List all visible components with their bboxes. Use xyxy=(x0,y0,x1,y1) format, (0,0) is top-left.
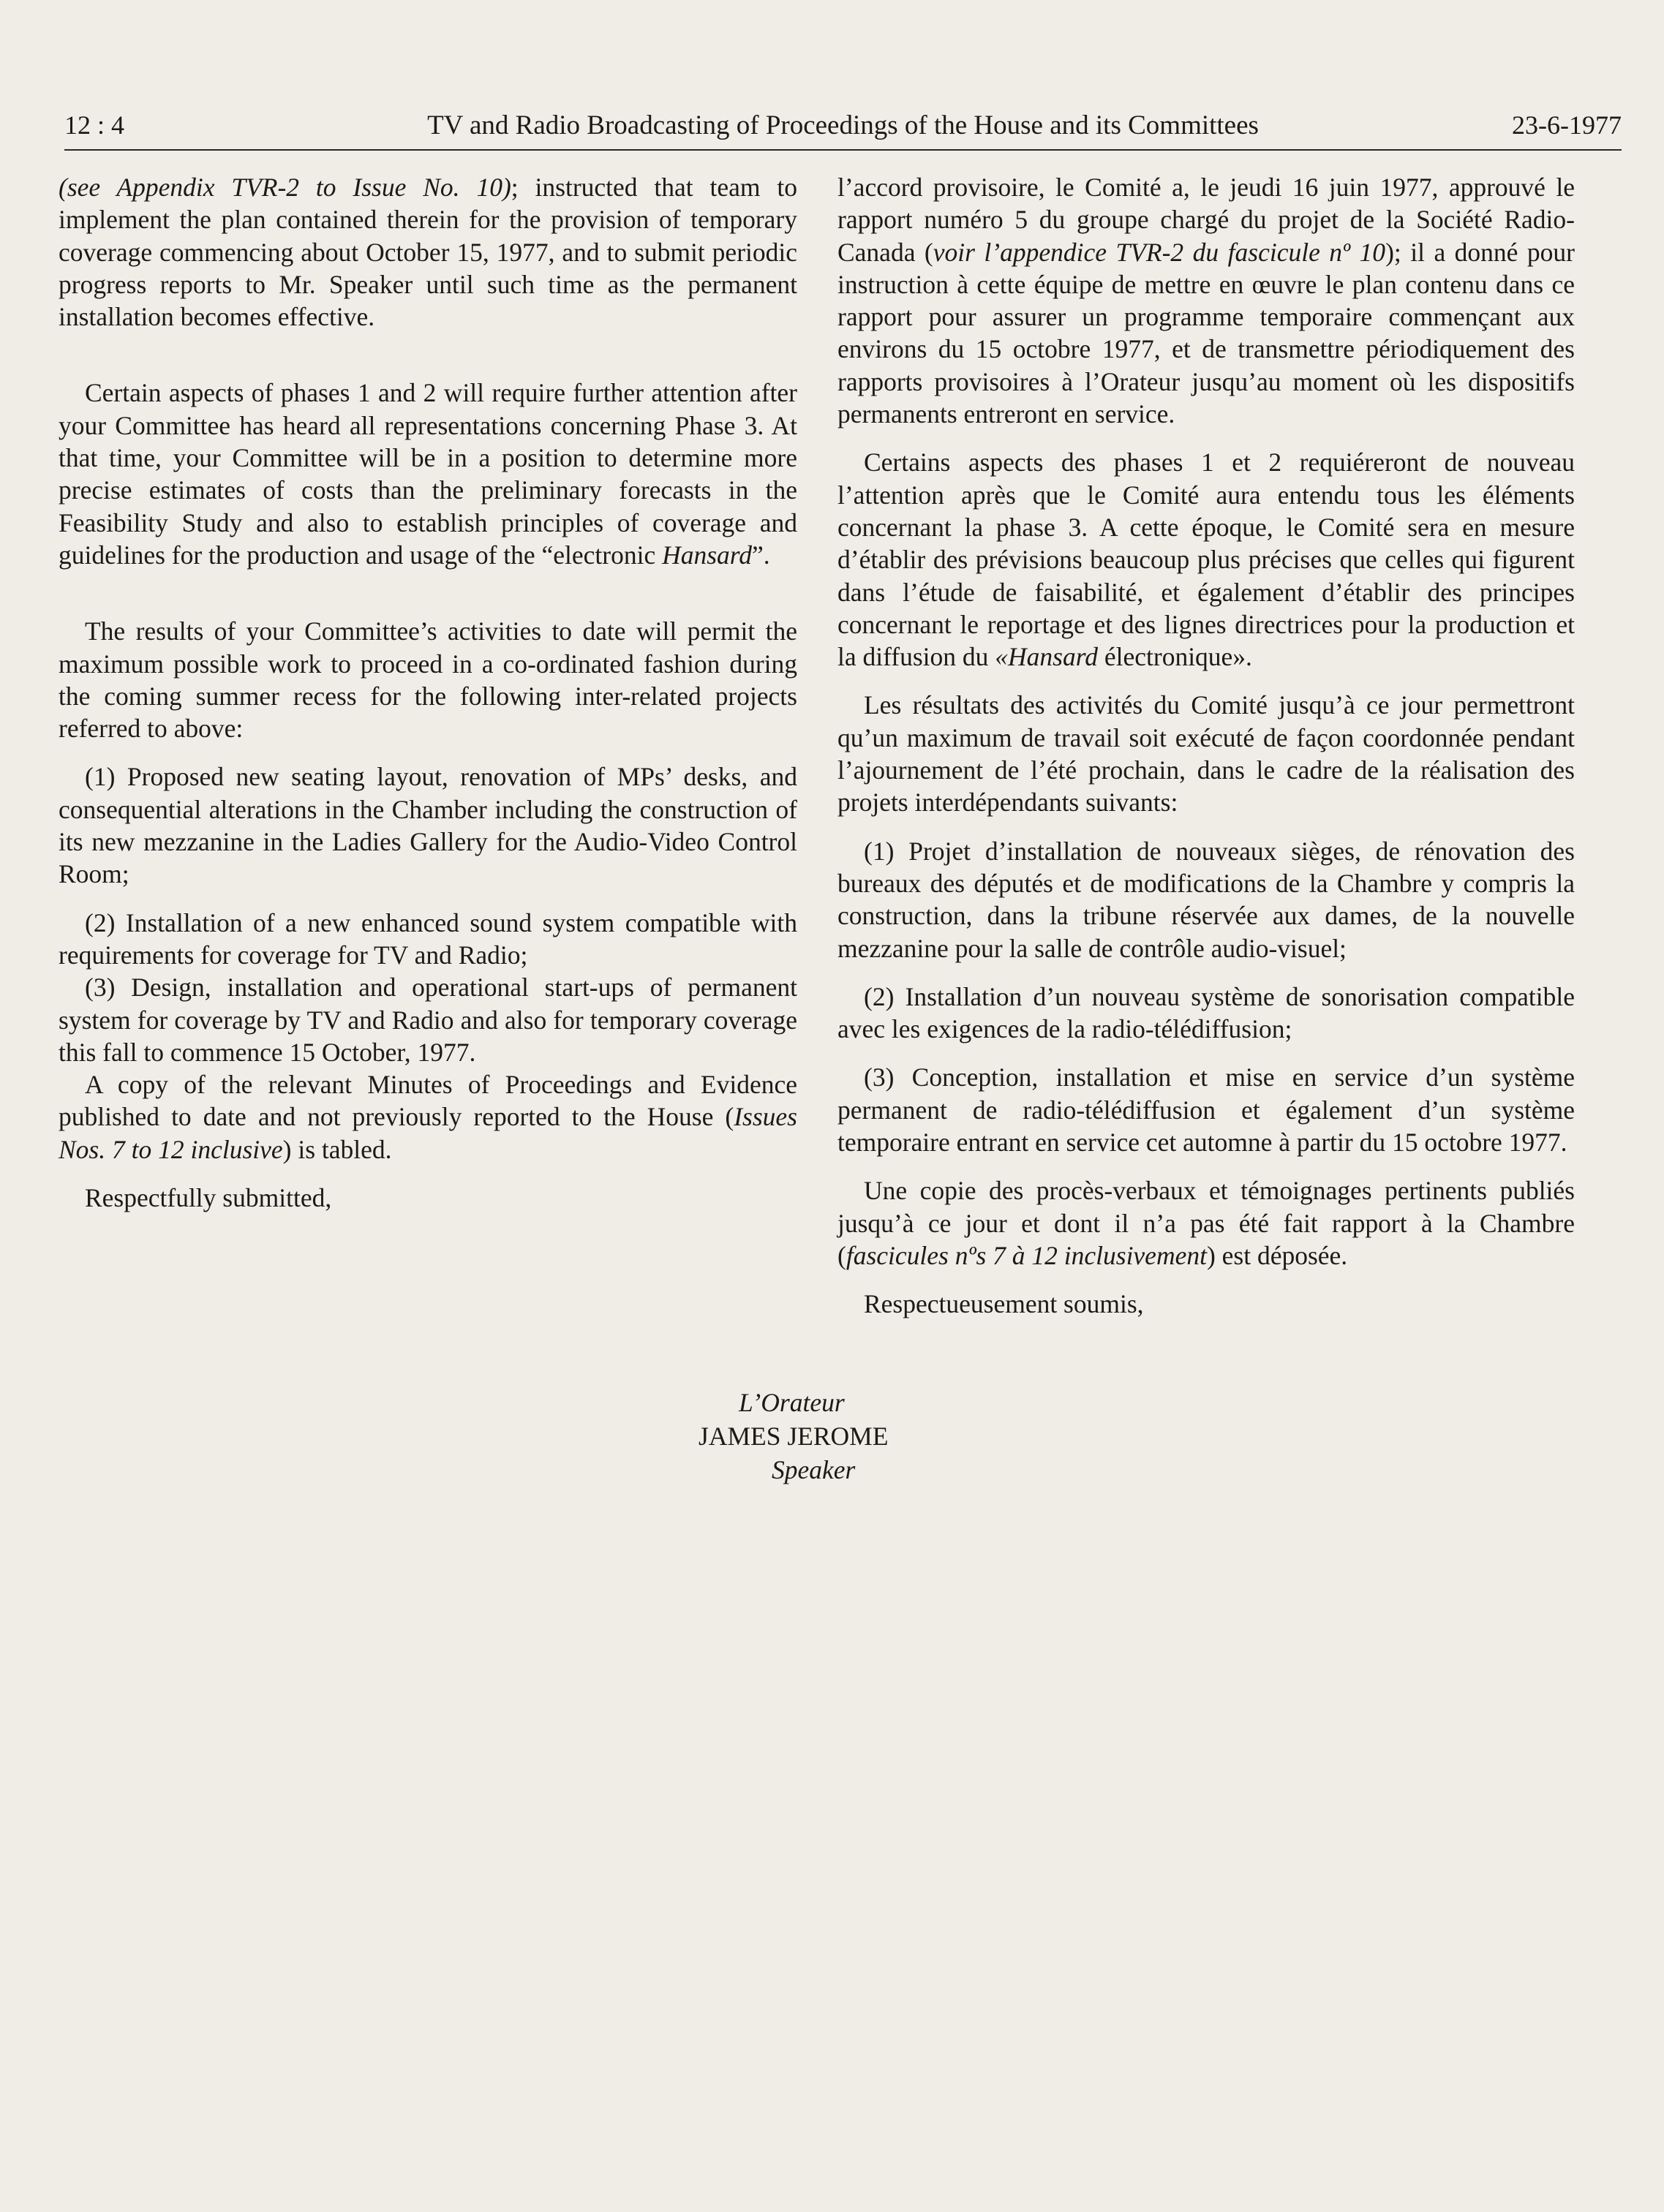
signature-role: L’Orateur xyxy=(739,1388,845,1417)
page-date: 23-6-1977 xyxy=(1512,110,1622,140)
paragraph-2: Certain aspects of phases 1 and 2 will require further attention after your Committee has heard all representations concerning Phase 3. At that time, your Committee will be in a position to determine more precise estimates of costs than the preliminary forecasts in the Feasibility Study and also to establish principles of coverage and guidelines for the production and usage of the “electronic Hansard”. xyxy=(59,378,797,570)
list-item: (3) Conception, installation et mise en service d’un système permanent de radio-télédiffusion et également d’un système temporaire entrant en service cet automne à partir du 15 octobre 1977. xyxy=(837,1062,1575,1158)
french-column xyxy=(837,171,1575,1321)
list-item: (2) Installation d’un nouveau système de sonorisation compatible avec les exigences de la radio-télédiffusion; xyxy=(837,981,1575,1044)
paragraph-3: Les résultats des activités du Comité jusqu’à ce jour permettront qu’un maximum de travail soit exécuté de façon coordonnée pendant l’ajournement de l’été prochain, dans le cadre de la réalisation des projets interdépendants suivants: xyxy=(837,690,1575,818)
list-item: (1) Projet d’installation de nouveaux sièges, de rénovation des bureaux des députés et de modifications de la Chambre y compris la construction, dans la tribune réservée aux dames, de la nouvelle mezzanine pour la salle de contrôle audio-visuel; xyxy=(837,836,1575,963)
closing-line: Respectfully submitted, xyxy=(85,1183,332,1213)
page-header xyxy=(64,110,1622,151)
paragraph-1: l’accord provisoire, le Comité a, le jeudi 16 juin 1977, approuvé le rapport numéro 5 du groupe chargé du projet de la Société Radio-Canada (voir l’appendice TVR-2 du fascicule nº 10); il a donné pour instruction à cette équipe de mettre en œuvre le plan contenu dans ce rapport pour assurer un programme temporaire commençant aux environs du 15 octobre 1977, et de transmettre périodiquement des rapports provisoires à l’Orateur jusqu’au moment où les dispositifs permanents entreront en service. xyxy=(837,173,1575,429)
english-column xyxy=(59,171,797,1214)
paragraph-2: Certains aspects des phases 1 et 2 requiéreront de nouveau l’attention après que le Comité aura entendu tous les éléments concernant la phase 3. A cette époque, le Comité sera en mesure d’établir des prévisions beaucoup plus précises que celles qui figurent dans l’étude de faisabilité, et également d’établir des principes concernant le reportage et des lignes directrices pour la production et la diffusion du «Hansard électronique». xyxy=(837,448,1575,672)
paragraph-1: (see Appendix TVR-2 to Issue No. 10); instructed that team to implement the plan contained therein for the provision of temporary coverage commencing about October 15, 1977, and to submit periodic progress reports to Mr. Speaker until such time as the permanent installation becomes effective. xyxy=(59,173,798,332)
running-title: TV and Radio Broadcasting of Proceedings of the House and its Committees xyxy=(427,110,1259,140)
signature-name: JAMES JEROME xyxy=(699,1422,889,1451)
signature-title: Speaker xyxy=(772,1455,856,1484)
paragraph-4: A copy of the relevant Minutes of Proceedings and Evidence published to date and not previously reported to the House (Issues Nos. 7 to 12 inclusive) is tabled. xyxy=(59,1070,797,1164)
paragraph-3: The results of your Committee’s activities to date will permit the maximum possible work to proceed in a co-ordinated fashion during the coming summer recess for the following inter-related projects referred to above: xyxy=(59,616,797,744)
page-number: 12 : 4 xyxy=(64,110,125,140)
closing-line: Respectueusement soumis, xyxy=(864,1289,1144,1319)
list-item: (2) Installation of a new enhanced sound system compatible with requirements for coverage for TV and Radio; xyxy=(59,907,797,970)
list-item: (3) Design, installation and operational start-ups of permanent system for coverage by TV and Radio and also for temporary coverage this fall to commence 15 October, 1977. xyxy=(59,973,797,1067)
list-item: (1) Proposed new seating layout, renovation of MPs’ desks, and consequential alterations in the Chamber including the construction of its new mezzanine in the Ladies Gallery for the Audio-Video Control Room; xyxy=(59,762,797,889)
paragraph-4: Une copie des procès-verbaux et témoignages pertinents publiés jusqu’à ce jour et dont il n’a pas été fait rapport à la Chambre (fascicules nºs 7 à 12 inclusivement) est déposée. xyxy=(837,1176,1575,1270)
